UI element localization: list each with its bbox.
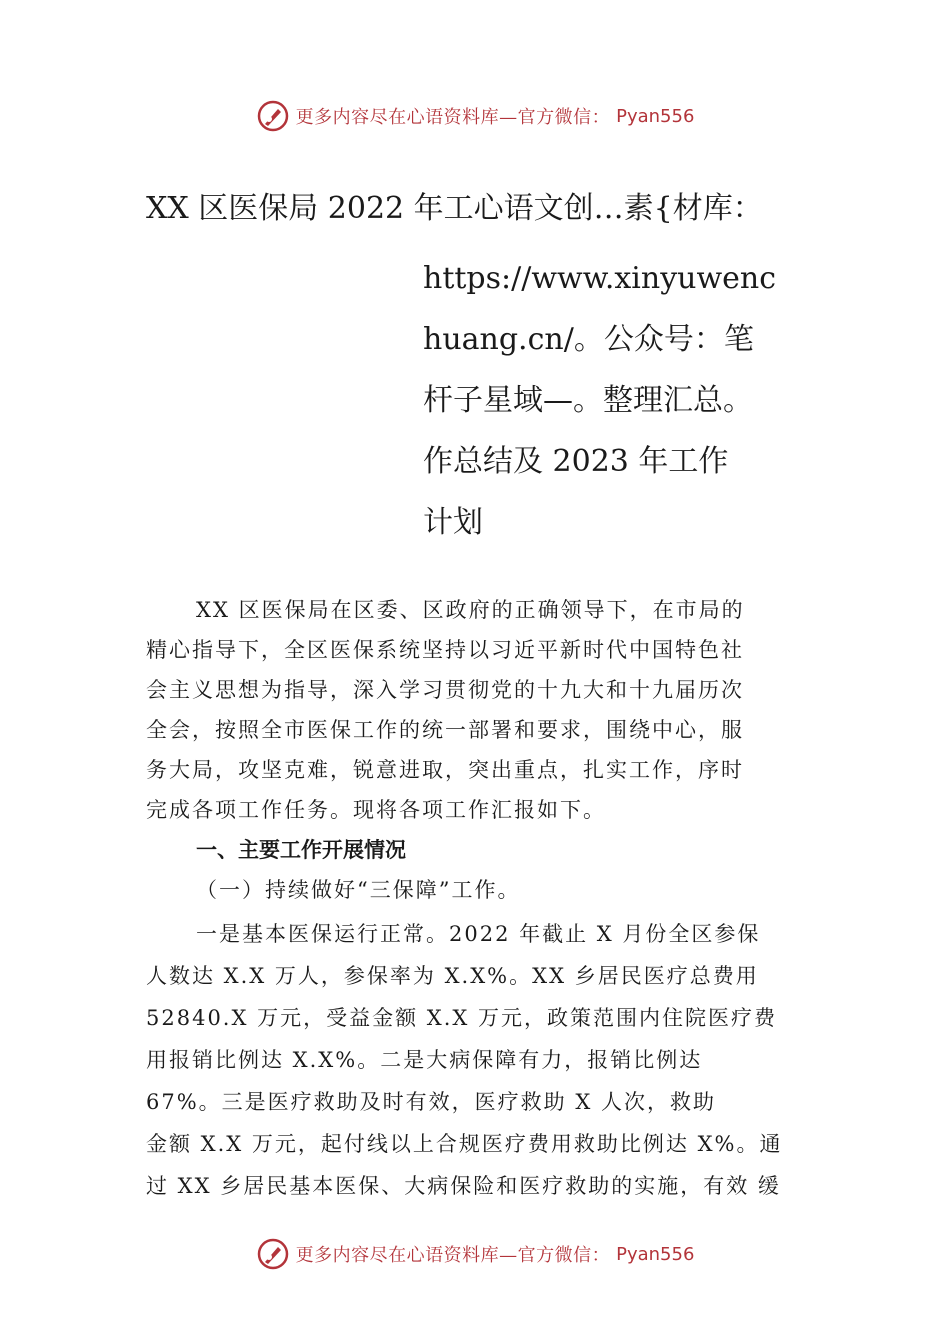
- pen-logo-icon: [256, 99, 290, 133]
- banner-wechat-id: Pyan556: [616, 1243, 695, 1265]
- para-line: 用报销比例达 X.X%。二是大病保障有力，报销比例达: [146, 1048, 703, 1072]
- title-line: 杆子星域—。整理汇总。: [423, 383, 753, 418]
- title-line: https://www.xinyuwenc: [423, 261, 777, 296]
- para-line: 67%。三是医疗救助及时有效，医疗救助 X 人次，救助: [146, 1090, 716, 1114]
- intro-line: 全会，按照全市医保工作的统一部署和要求，围绕中心，服: [146, 718, 744, 742]
- banner-wechat-id: Pyan556: [616, 105, 695, 127]
- header-banner: [0, 96, 950, 136]
- para-line: 52840.X 万元，受益金额 X.X 万元，政策范围内住院医疗费: [146, 1006, 778, 1030]
- pen-logo-icon: [256, 1237, 290, 1271]
- intro-line: 完成各项工作任务。现将各项工作汇报如下。: [146, 798, 606, 822]
- banner-text: 更多内容尽在心语资料库—官方微信：: [295, 107, 611, 128]
- title-line: 作总结及 2023 年工作: [423, 444, 729, 479]
- footer-banner: [0, 1234, 950, 1274]
- section-heading: 一、主要工作开展情况: [196, 838, 406, 862]
- banner-text: 更多内容尽在心语资料库—官方微信：: [295, 1245, 611, 1266]
- intro-line: 务大局，攻坚克难，锐意进取，突出重点，扎实工作，序时: [146, 758, 744, 782]
- title-line: huang.cn/。公众号：笔: [423, 322, 754, 357]
- para-line: 金额 X.X 万元，起付线以上合规医疗费用救助比例达 X%。通: [146, 1132, 783, 1156]
- document-title-continued: [423, 248, 823, 553]
- intro-line: 会主义思想为指导，深入学习贯彻党的十九大和十九届历次: [146, 678, 744, 702]
- para-line: 人数达 X.X 万人，参保率为 X.X%。XX 乡居民医疗总费用: [146, 964, 759, 988]
- intro-line: 精心指导下，全区医保系统坚持以习近平新时代中国特色社: [146, 638, 744, 662]
- para-line: 一是基本医保运行正常。2022 年截止 X 月份全区参保: [196, 922, 761, 946]
- subsection-heading: （一）持续做好“三保障”工作。: [196, 878, 521, 902]
- para-line: 过 XX 乡居民基本医保、大病保险和医疗救助的实施，有效 缓: [146, 1174, 781, 1198]
- title-line: 计划: [423, 505, 483, 540]
- intro-line: XX 区医保局在区委、区政府的正确领导下，在市局的: [196, 598, 745, 622]
- document-title: XX 区医保局 2022 年工心语文创…素{材库：: [146, 191, 763, 226]
